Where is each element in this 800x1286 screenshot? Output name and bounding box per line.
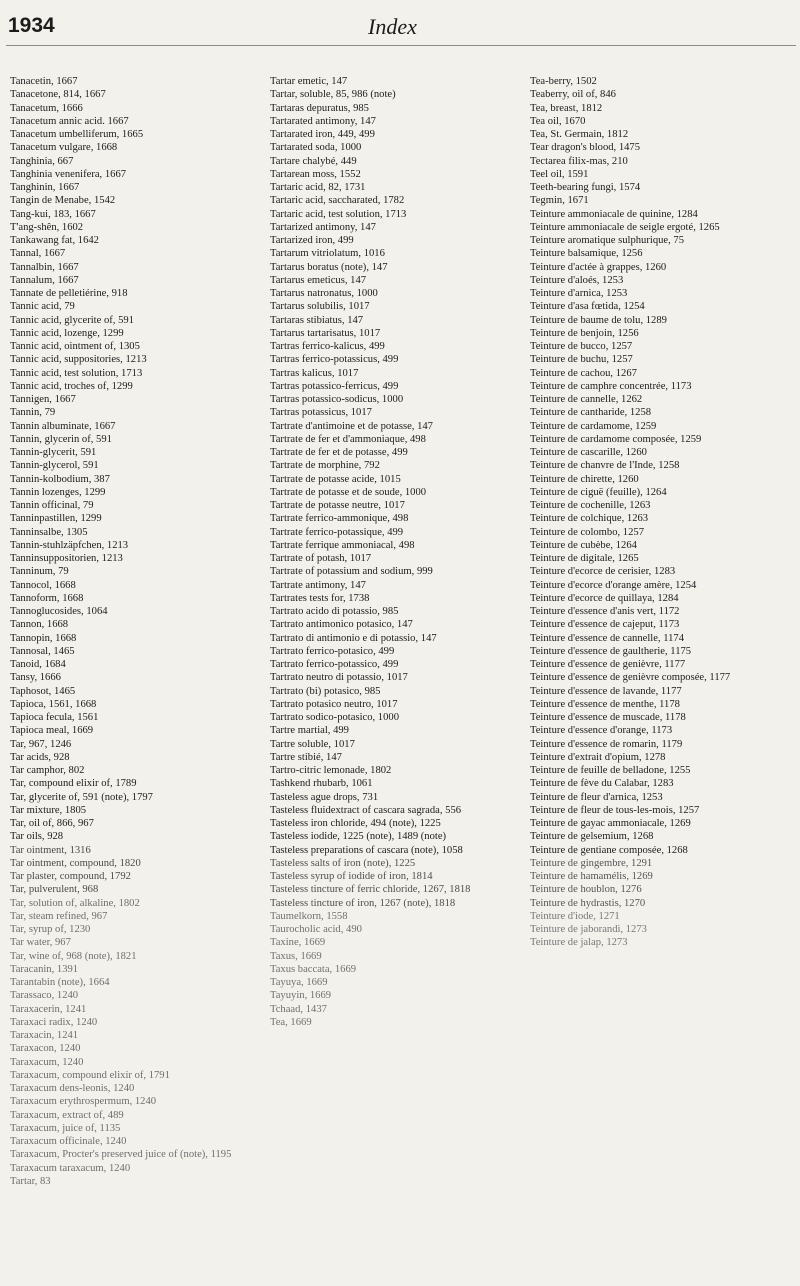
index-entry: Tasteless ague drops, 731	[270, 791, 379, 803]
index-entry: Teinture d'ecorce de cerisier, 1283	[530, 566, 676, 578]
index-entry: Tartar, soluble, 85, 986 (note)	[270, 89, 396, 101]
index-entry: Tartro-citric lemonade, 1802	[270, 765, 392, 776]
index-entry: Tannic acid, 79	[10, 301, 75, 313]
index-entry: Tartar, 83	[10, 1175, 51, 1187]
index-entry: Tartarus boratus (note), 147	[270, 261, 388, 273]
index-entry: Taraxacum, Procter's preserved juice of (note), 1195	[10, 1149, 232, 1161]
index-entry: Teinture de colombo, 1257	[530, 526, 644, 538]
index-entry: Tannal, 1667	[10, 248, 66, 260]
index-entry: Teinture d'essence de cajeput, 1173	[530, 619, 680, 631]
index-entry: Tapioca fecula, 1561	[10, 712, 99, 723]
index-entry: Teinture d'essence de romarin, 1179	[530, 738, 683, 750]
index-entry: Taraxacon, 1240	[10, 1043, 81, 1055]
index-entry: Teinture d'arnica, 1253	[530, 288, 628, 299]
index-entry: Teinture de cantharide, 1258	[530, 407, 652, 419]
index-entry: Tartrato di antimonio e di potassio, 147	[270, 632, 437, 644]
index-entry: Tar oils, 928	[10, 831, 64, 843]
index-entry: Tashkend rhubarb, 1061	[270, 778, 373, 790]
index-entry: Tartaras stibiatus, 147	[270, 314, 364, 326]
index-entry: Teinture d'essence de lavande, 1177	[530, 685, 682, 697]
page-number: 1934	[8, 14, 55, 37]
index-entry: Teinture de cannelle, 1262	[530, 394, 643, 405]
index-entry: Tapioca meal, 1669	[10, 725, 94, 737]
index-entry: Taraxacin, 1241	[10, 1030, 79, 1041]
index-entry: Tanacetum umbelliferum, 1665	[10, 129, 144, 140]
index-entry: Tartrate ferrico-potassique, 499	[270, 526, 404, 538]
index-entry: Teinture d'ecorce d'orange amère, 1254	[530, 579, 697, 591]
index-entry: Tartarus natronatus, 1000	[270, 288, 378, 299]
page-header	[0, 14, 800, 44]
index-entry: Teinture de digitale, 1265	[530, 553, 639, 564]
index-entry: Tannin, glycerin of, 591	[10, 433, 112, 445]
index-entry: Tartarized iron, 499	[270, 235, 354, 246]
index-entry: Taraxacum officinale, 1240	[10, 1136, 127, 1147]
index-entry: Tartrate of potash, 1017	[270, 553, 372, 564]
index-entry: Tansy, 1666	[10, 672, 61, 684]
index-entry: Taraxacum dens-leonis, 1240	[10, 1083, 135, 1094]
index-entry: Teinture de jalap, 1273	[530, 937, 628, 949]
index-entry: Teinture de feuille de belladone, 1255	[530, 765, 691, 776]
index-entry: Tartarated iron, 449, 499	[270, 129, 375, 140]
index-entry: Tartarus emeticus, 147	[270, 274, 367, 286]
index-entry: Tartarated antimony, 147	[270, 115, 376, 127]
index-entry: Tartras potassico-sodicus, 1000	[270, 394, 404, 405]
index-entry: Taphosot, 1465	[10, 685, 76, 697]
index-entry: Tartrate de potasse neutre, 1017	[270, 500, 405, 511]
index-entry: Tar, pulverulent, 968	[10, 884, 99, 896]
index-entry: Teinture de houblon, 1276	[530, 884, 642, 896]
index-entry: Tannosal, 1465	[10, 645, 75, 657]
index-entry: Tartarus solubilis, 1017	[270, 301, 370, 313]
index-entry: Teinture d'aloés, 1253	[530, 274, 624, 286]
index-entry: Teinture de cardamome, 1259	[530, 420, 657, 432]
index-entry: Teinture ammoniacale de seigle ergoté, 1265	[530, 221, 720, 233]
index-entry: Teinture de baume de tolu, 1289	[530, 314, 667, 326]
index-entry: Teinture d'essence de cannelle, 1174	[530, 632, 685, 644]
index-entry: Tanninum, 79	[10, 566, 69, 578]
running-head: Index	[368, 14, 417, 39]
index-entry: Teinture de jaborandi, 1273	[530, 924, 647, 935]
index-entry: Tartrato ferrico-potasico, 499	[270, 645, 395, 657]
index-entry: Tartaric acid, 82, 1731	[270, 182, 366, 193]
index-entry: Teinture de gayac ammoniacale, 1269	[530, 818, 691, 829]
index-entry: Taraxacerin, 1241	[10, 1003, 87, 1015]
index-entry: Tartrate d'antimoine et de potasse, 147	[270, 420, 433, 432]
index-entry: Tar, steam refined, 967	[10, 910, 108, 922]
index-column-3	[530, 75, 790, 950]
index-entry: Tear dragon's blood, 1475	[530, 142, 641, 154]
index-entry: Taraxacum, extract of, 489	[10, 1109, 124, 1121]
index-entry: Teinture de benjoin, 1256	[530, 327, 639, 339]
index-entry: Tea, 1669	[270, 1016, 312, 1028]
index-entry: Tanninsuppositorien, 1213	[10, 553, 123, 564]
index-entry: Tasteless syrup of iodide of iron, 1814	[270, 871, 433, 882]
index-entry: Tartaras depuratus, 985	[270, 102, 369, 114]
index-entry: Teinture d'essence d'anis vert, 1172	[530, 606, 680, 617]
index-entry: Tar plaster, compound, 1792	[10, 871, 131, 882]
index-entry: Tapioca, 1561, 1668	[10, 698, 97, 710]
index-entry: Tar, oil of, 866, 967	[10, 818, 94, 829]
index-entry: Tannin-stuhlzäpfchen, 1213	[10, 539, 129, 551]
index-entry: Tartrate de potasse acide, 1015	[270, 473, 401, 485]
index-entry: Tartras potassico-ferricus, 499	[270, 380, 399, 392]
index-entry: Taracanin, 1391	[10, 963, 79, 975]
index-entry: Teinture d'essence d'orange, 1173	[530, 725, 673, 737]
index-entry: Tea oil, 1670	[530, 115, 586, 127]
index-entry: Teinture de hamamélis, 1269	[530, 871, 653, 882]
index-entry: Tarantabin (note), 1664	[10, 977, 110, 988]
index-entry: T'ang-shên, 1602	[10, 221, 84, 233]
index-entry: Tanacetum vulgare, 1668	[10, 142, 118, 154]
index-entry: Tartrate de fer et de potasse, 499	[270, 447, 408, 458]
index-entry: Tanghinia, 667	[10, 155, 74, 167]
index-entry: Teinture de chanvre de l'Inde, 1258	[530, 460, 680, 472]
index-entry: Tanacetone, 814, 1667	[10, 89, 106, 101]
index-entry: Tanacetum, 1666	[10, 102, 83, 114]
index-entry: Tartre martial, 499	[270, 725, 349, 737]
index-entry: Tasteless tincture of iron, 1267 (note), 1818	[270, 897, 456, 909]
index-entry: Teinture de cubèbe, 1264	[530, 539, 637, 551]
index-entry: Tannic acid, test solution, 1713	[10, 367, 143, 379]
index-entry: Teinture d'iode, 1271	[530, 910, 620, 922]
index-entry: Tanninpastillen, 1299	[10, 513, 102, 525]
index-entry: Tannon, 1668	[10, 619, 69, 631]
index-entry: Tar camphor, 802	[10, 765, 85, 776]
index-entry: Teinture de bucco, 1257	[530, 341, 633, 352]
index-entry: Taraxacum, juice of, 1135	[10, 1122, 121, 1134]
index-entry: Teinture de colchique, 1263	[530, 513, 649, 525]
index-entry: Tannin-glycerit, 591	[10, 447, 97, 458]
index-entry: Tannic acid, troches of, 1299	[10, 380, 133, 392]
index-entry: Tartaric acid, test solution, 1713	[270, 208, 407, 220]
index-entry: Tannalbin, 1667	[10, 261, 79, 273]
index-entry: Teinture d'extrait d'opium, 1278	[530, 751, 666, 763]
index-entry: Teinture d'actée à grappes, 1260	[530, 261, 667, 273]
index-entry: Tasteless iron chloride, 494 (note), 1225	[270, 818, 441, 829]
index-entry: Tar acids, 928	[10, 751, 70, 763]
index-entry: Taraxacum taraxacum, 1240	[10, 1162, 131, 1174]
index-entry: Tannoform, 1668	[10, 592, 84, 604]
index-entry: Tarassaco, 1240	[10, 990, 79, 1002]
index-entry: Tartare chalybé, 449	[270, 155, 357, 167]
index-entry: Tannin-kolbodium, 387	[10, 473, 110, 485]
index-entry: Teinture de cardamome composée, 1259	[530, 433, 702, 445]
index-entry: Teinture d'essence de genièvre composée, 1177	[530, 672, 731, 684]
index-entry: Tartrato (bi) potasico, 985	[270, 685, 381, 697]
index-entry: Tartrato potasico neutro, 1017	[270, 698, 398, 710]
index-entry: Tartar emetic, 147	[270, 76, 348, 87]
index-entry: Tectarea filix-mas, 210	[530, 155, 628, 167]
index-entry: Taraxacum, compound elixir of, 1791	[10, 1069, 170, 1081]
index-entry: Teinture de gingembre, 1291	[530, 857, 653, 869]
index-entry: Teinture de buchu, 1257	[530, 354, 633, 366]
index-entry: Tartarized antimony, 147	[270, 221, 376, 233]
index-entry: Tannic acid, glycerite of, 591	[10, 314, 134, 326]
index-entry: Tartras ferrico-kalicus, 499	[270, 341, 385, 352]
index-entry: Teinture de fleur de tous-les-mois, 1257	[530, 804, 700, 816]
index-entry: Tchaad, 1437	[270, 1003, 327, 1015]
index-entry: Tar, syrup of, 1230	[10, 924, 91, 935]
index-entry: Tannoglucosides, 1064	[10, 606, 108, 617]
index-entry: Tartarus tartarisatus, 1017	[270, 327, 381, 339]
index-entry: Tartrate ferrique ammoniacal, 498	[270, 539, 415, 551]
index-entry: Tanghinia venenifera, 1667	[10, 168, 127, 180]
index-entry: Teinture de cochenille, 1263	[530, 500, 651, 511]
index-entry: Tartre stibié, 147	[270, 751, 342, 763]
index-entry: Tar, glycerite of, 591 (note), 1797	[10, 791, 153, 803]
index-entry: Tannin officinal, 79	[10, 500, 94, 511]
index-entry: Teinture de gentiane composée, 1268	[530, 844, 688, 856]
index-entry: Tartaric acid, saccharated, 1782	[270, 195, 405, 207]
index-entry: Tar, 967, 1246	[10, 738, 72, 750]
index-entry: Tea, breast, 1812	[530, 102, 603, 114]
index-entry: Tar ointment, compound, 1820	[10, 857, 141, 869]
index-entry: Teeth-bearing fungi, 1574	[530, 182, 641, 193]
index-entry: Taraxaci radix, 1240	[10, 1016, 98, 1028]
index-column-1	[10, 75, 262, 1188]
index-entry: Tannopin, 1668	[10, 632, 77, 644]
index-entry: Teinture d'essence de muscade, 1178	[530, 712, 686, 723]
index-entry: Teinture de fève du Calabar, 1283	[530, 778, 674, 790]
index-entry: Tar, compound elixir of, 1789	[10, 778, 137, 790]
index-entry: Tanghinin, 1667	[10, 182, 80, 193]
index-entry: Teinture de fleur d'arnica, 1253	[530, 791, 663, 803]
index-entry: Taumelkorn, 1558	[270, 910, 348, 922]
index-entry: Tar ointment, 1316	[10, 844, 91, 856]
index-entry: Tang-kui, 183, 1667	[10, 208, 96, 220]
index-column-2	[270, 75, 522, 1029]
index-entry: Tasteless preparations of cascara (note), 1058	[270, 844, 463, 856]
index-entry: Taurocholic acid, 490	[270, 924, 362, 935]
index-entry: Tannin, 79	[10, 407, 56, 419]
index-entry: Tar, wine of, 968 (note), 1821	[10, 950, 137, 962]
index-entry: Tartrato sodico-potasico, 1000	[270, 712, 399, 723]
header-rule	[6, 45, 796, 46]
index-entry: Tasteless fluidextract of cascara sagrada, 556	[270, 804, 462, 816]
index-entry: Tartras ferrico-potassicus, 499	[270, 354, 399, 366]
index-entry: Tannic acid, suppositories, 1213	[10, 354, 147, 366]
index-entry: Taxus, 1669	[270, 950, 322, 962]
index-entry: Tartrato antimonico potasico, 147	[270, 619, 413, 631]
index-entry: Tartras potassicus, 1017	[270, 407, 372, 419]
index-entry: Teaberry, oil of, 846	[530, 89, 616, 101]
index-entry: Tankawang fat, 1642	[10, 235, 99, 246]
index-entry: Tannic acid, ointment of, 1305	[10, 341, 140, 352]
index-entry: Tartrate of potassium and sodium, 999	[270, 566, 433, 578]
index-entry: Tartras kalicus, 1017	[270, 367, 359, 379]
index-entry: Teinture de cachou, 1267	[530, 367, 637, 379]
index-entry: Taxine, 1669	[270, 937, 326, 949]
index-entry: Teel oil, 1591	[530, 168, 589, 180]
index-entry: Tartrate de fer et d'ammoniaque, 498	[270, 433, 426, 445]
index-entry: Tanninsalbe, 1305	[10, 526, 88, 538]
index-entry: Tartre soluble, 1017	[270, 738, 355, 750]
index-entry: Tegmin, 1671	[530, 195, 589, 207]
index-entry: Tannin albuminate, 1667	[10, 420, 116, 432]
index-entry: Tannate de pelletiérine, 918	[10, 288, 128, 299]
index-entry: Tea-berry, 1502	[530, 76, 597, 87]
index-entry: Teinture balsamique, 1256	[530, 248, 643, 260]
index-entry: Teinture de camphre concentrée, 1173	[530, 380, 692, 392]
index-entry: Tangin de Menabe, 1542	[10, 195, 116, 207]
index-entry: Teinture ammoniacale de quinine, 1284	[530, 208, 698, 220]
index-entry: Teinture de chirette, 1260	[530, 473, 639, 485]
index-entry: Teinture d'essence de gaultherie, 1175	[530, 645, 692, 657]
index-entry: Tasteless tincture of ferric chloride, 1267, 1818	[270, 884, 471, 896]
index-entry: Teinture d'essence de menthe, 1178	[530, 698, 680, 710]
index-entry: Tartrato ferrico-potassico, 499	[270, 659, 399, 670]
index-entry: Tartrate de potasse et de soude, 1000	[270, 486, 427, 498]
index-entry: Tasteless salts of iron (note), 1225	[270, 857, 416, 869]
index-entry: Teinture d'essence de genièvre, 1177	[530, 659, 686, 670]
index-entry: Tannocol, 1668	[10, 579, 76, 591]
index-entry: Tartrate de morphine, 792	[270, 460, 380, 472]
index-entry: Tartrato acido di potassio, 985	[270, 606, 399, 617]
index-entry: Tannic acid, lozenge, 1299	[10, 327, 124, 339]
index-entry: Tayuyin, 1669	[270, 990, 332, 1002]
index-entry: Tannin-glycerol, 591	[10, 460, 99, 472]
index-entry: Tanoid, 1684	[10, 659, 66, 670]
index-entry: Tayuya, 1669	[270, 977, 328, 988]
index-entry: Tanacetum annic acid. 1667	[10, 115, 129, 127]
index-entry: Tartrato neutro di potassio, 1017	[270, 672, 408, 684]
index-entry: Tartrate ferrico-ammonique, 498	[270, 513, 409, 525]
index-entry: Taraxacum erythrospermum, 1240	[10, 1096, 157, 1108]
index-entry: Teinture de ciguë (feuille), 1264	[530, 486, 667, 498]
index-entry: Tannalum, 1667	[10, 274, 79, 286]
index-entry: Tartarated soda, 1000	[270, 142, 362, 154]
index-entry: Teinture d'ecorce de quillaya, 1284	[530, 592, 679, 604]
index-entry: Teinture d'asa fœtida, 1254	[530, 301, 645, 313]
index-entry: Tartarum vitriolatum, 1016	[270, 248, 385, 260]
index-entry: Tasteless iodide, 1225 (note), 1489 (note)	[270, 831, 447, 843]
index-entry: Tar, solution of, alkaline, 1802	[10, 897, 140, 909]
index-entry: Tannigen, 1667	[10, 394, 76, 405]
index-entry: Tea, St. Germain, 1812	[530, 129, 629, 140]
index-entry: Teinture de hydrastis, 1270	[530, 897, 646, 909]
index-entry: Tar water, 967	[10, 937, 71, 949]
index-entry: Tartarean moss, 1552	[270, 168, 361, 180]
index-entry: Taxus baccata, 1669	[270, 963, 357, 975]
index-entry: Teinture de gelsemium, 1268	[530, 831, 654, 843]
index-entry: Tanacetin, 1667	[10, 76, 78, 87]
index-entry: Tannin lozenges, 1299	[10, 486, 106, 498]
index-entry: Tartrate antimony, 147	[270, 579, 366, 591]
index-entry: Tar mixture, 1805	[10, 804, 87, 816]
index-entry: Teinture aromatique sulphurique, 75	[530, 235, 685, 246]
index-entry: Tartrates tests for, 1738	[270, 592, 370, 604]
index-entry: Teinture de cascarille, 1260	[530, 447, 647, 458]
index-entry: Taraxacum, 1240	[10, 1056, 84, 1068]
